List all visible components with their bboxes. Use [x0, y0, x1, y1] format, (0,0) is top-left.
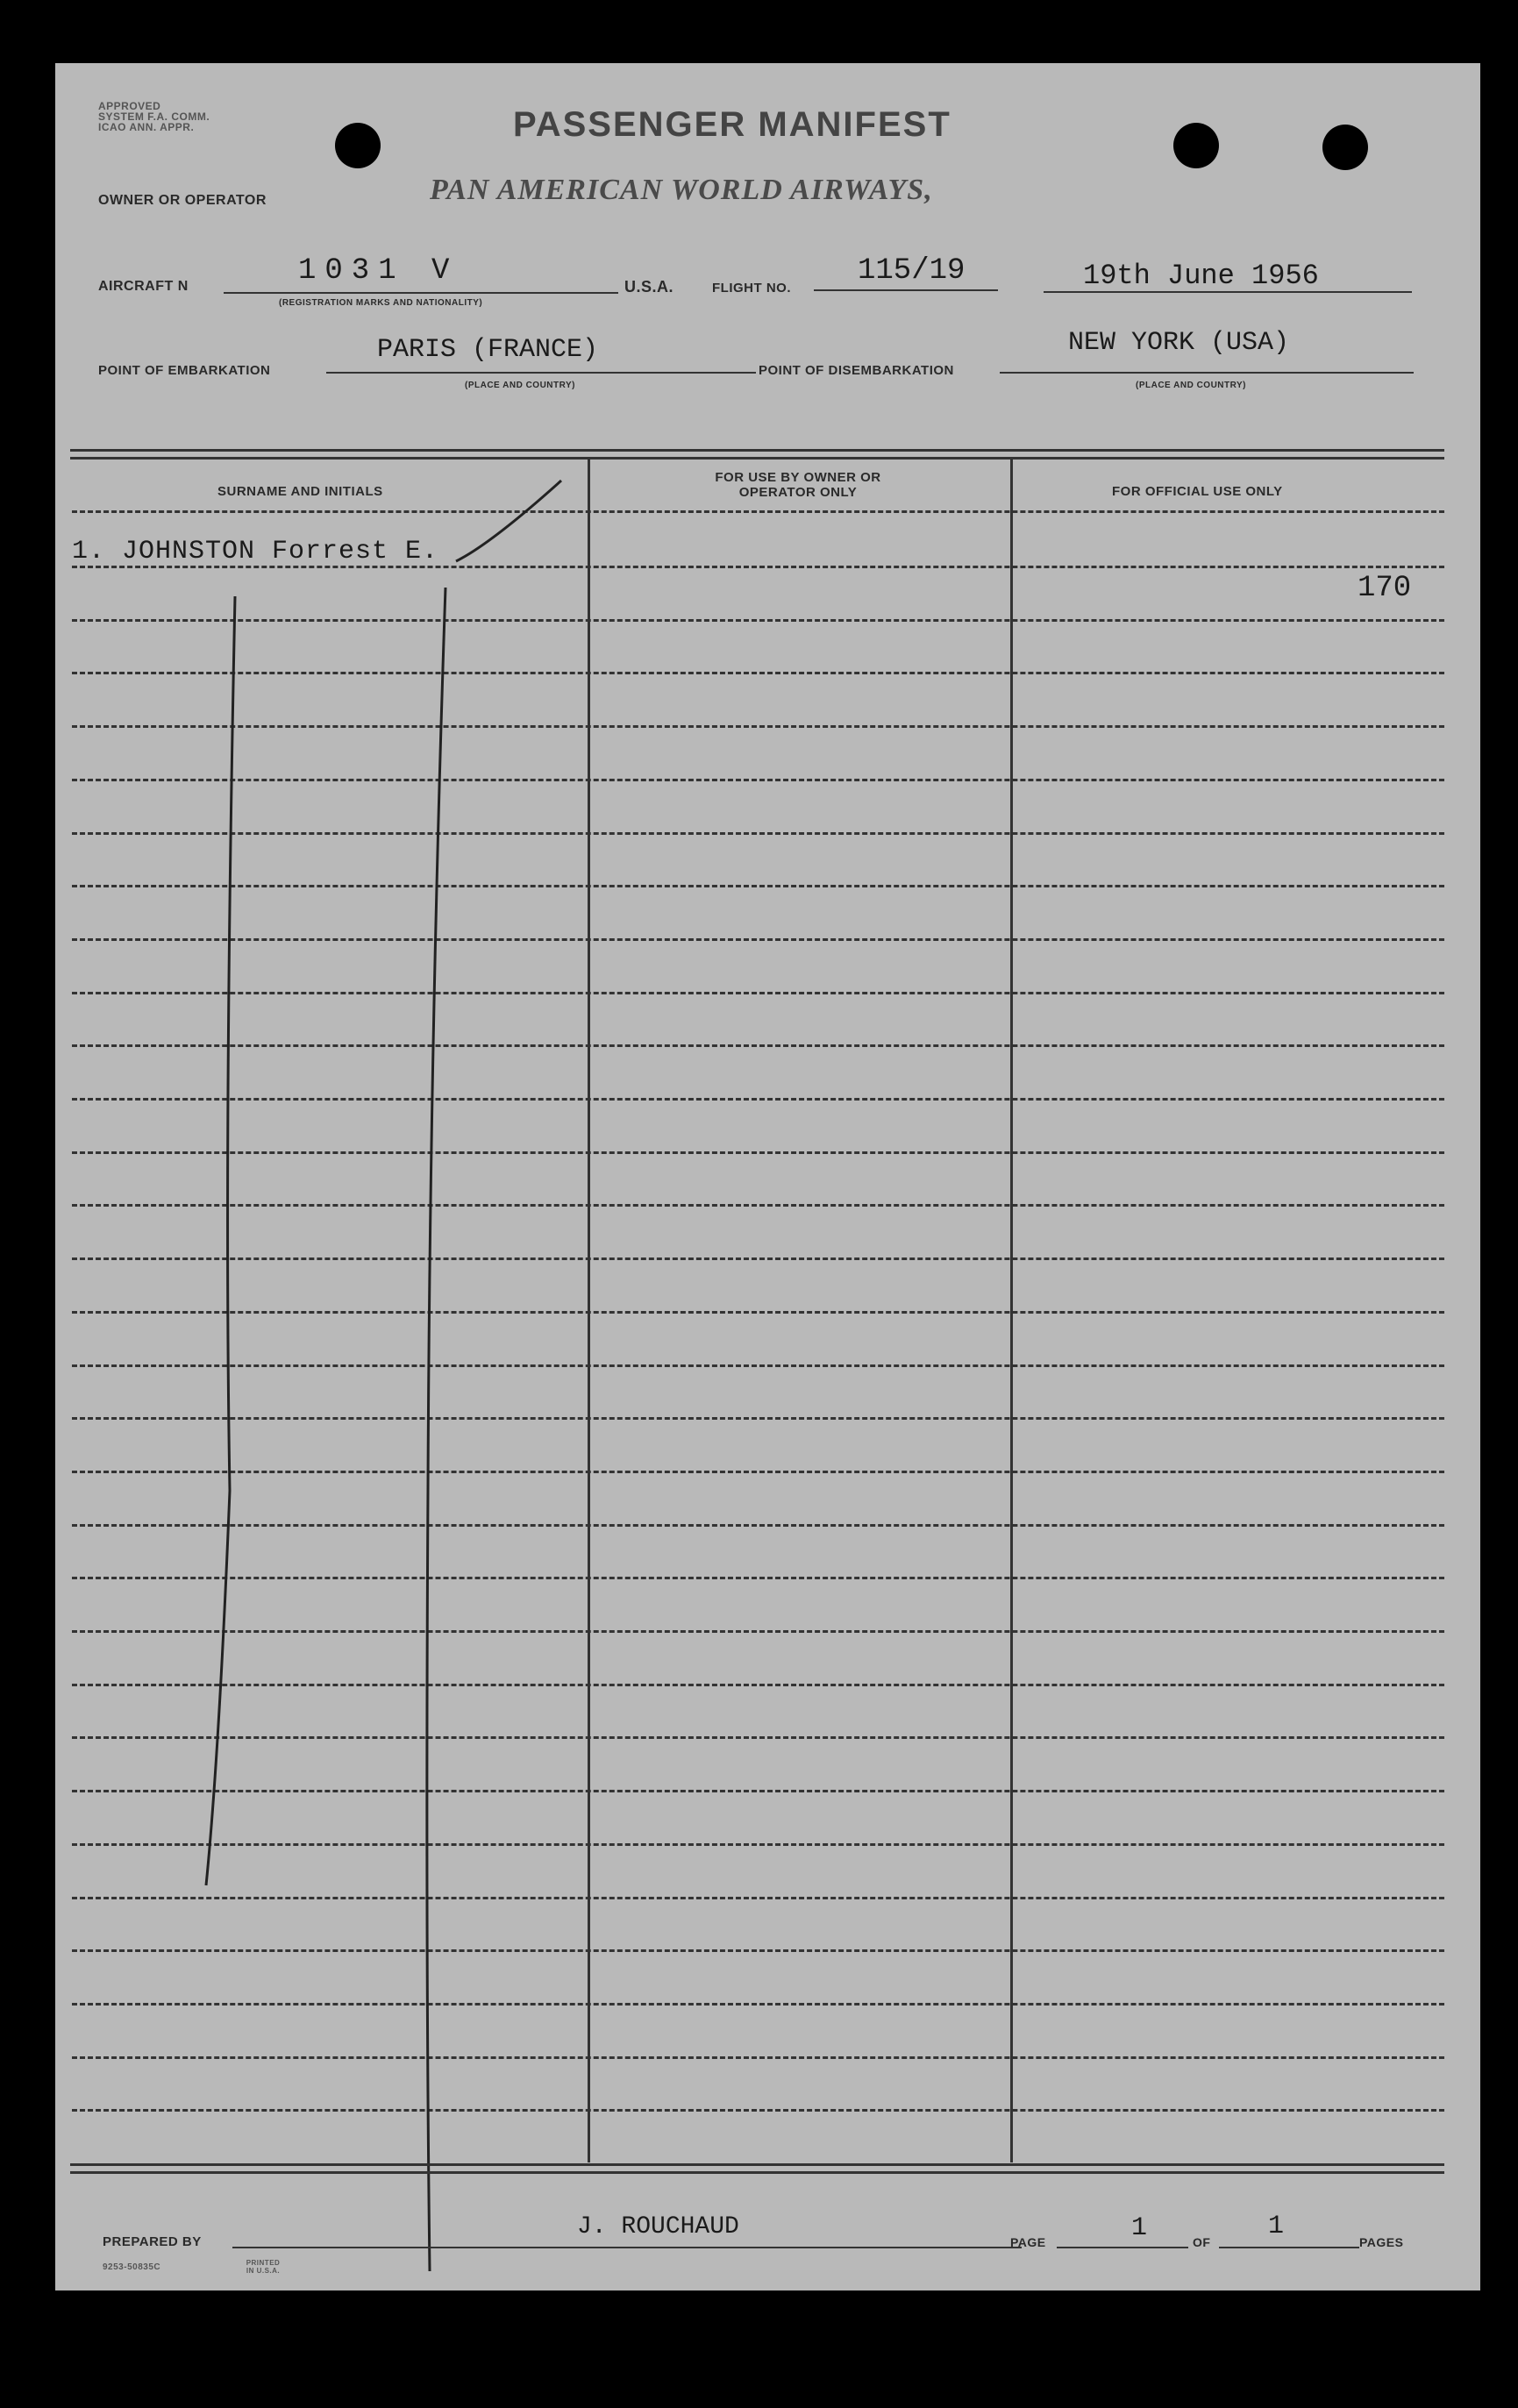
vertical-pen-line-2: [427, 588, 445, 2271]
passenger-name: 1. JOHNSTON Forrest E.: [72, 537, 439, 566]
page-underline: [1057, 2247, 1188, 2248]
of-value: 1: [1268, 2212, 1285, 2241]
of-label: OF: [1193, 2235, 1211, 2249]
page-value: 1: [1131, 2213, 1148, 2243]
page-title: PASSENGER MANIFEST: [513, 105, 951, 144]
checkmark-stroke: [456, 481, 561, 561]
col1-header: SURNAME AND INITIALS: [217, 484, 383, 499]
flight-label: FLIGHT NO.: [712, 281, 791, 296]
usa-label: U.S.A.: [624, 278, 674, 296]
aircraft-sublabel: (REGISTRATION MARKS AND NATIONALITY): [279, 298, 483, 308]
official-use-value: 170: [1358, 572, 1412, 605]
date-value: 19th June 1956: [1083, 260, 1319, 292]
flight-value: 115/19: [858, 254, 966, 288]
approval-line-3: ICAO ANN. APPR.: [98, 121, 195, 133]
disembarkation-sublabel: (PLACE AND COUNTRY): [1136, 381, 1246, 390]
table-bottom-rule: [70, 2163, 1444, 2174]
pages-label: PAGES: [1359, 2235, 1404, 2249]
owner-label: OWNER OR OPERATOR: [98, 193, 267, 208]
disembarkation-value: NEW YORK (USA): [1068, 328, 1290, 358]
embarkation-label: POINT OF EMBARKATION: [98, 363, 271, 378]
vertical-pen-line-1: [206, 596, 235, 1885]
prepared-value: J. ROUCHAUD: [577, 2213, 739, 2241]
approval-line-2: SYSTEM F.A. COMM.: [98, 110, 210, 123]
embarkation-sublabel: (PLACE AND COUNTRY): [465, 381, 575, 390]
of-underline: [1219, 2247, 1359, 2248]
col2-header: FOR USE BY OWNER OR OPERATOR ONLY: [715, 470, 881, 500]
aircraft-value: 1031 V: [298, 254, 459, 288]
embarkation-value: PARIS (FRANCE): [377, 335, 599, 365]
aircraft-label: AIRCRAFT N: [98, 279, 189, 294]
form-number: 9253-50835C: [103, 2262, 161, 2272]
page-label: PAGE: [1010, 2235, 1046, 2249]
prepared-label: PREPARED BY: [103, 2234, 202, 2249]
owner-value: PAN AMERICAN WORLD AIRWAYS,: [430, 174, 933, 206]
disembarkation-label: POINT OF DISEMBARKATION: [759, 363, 954, 378]
prepared-underline: [232, 2247, 1022, 2248]
col3-header: FOR OFFICIAL USE ONLY: [1112, 484, 1283, 499]
approval-line-1: APPROVED: [98, 100, 161, 112]
printed-note: PRINTED IN U.S.A.: [246, 2259, 281, 2275]
